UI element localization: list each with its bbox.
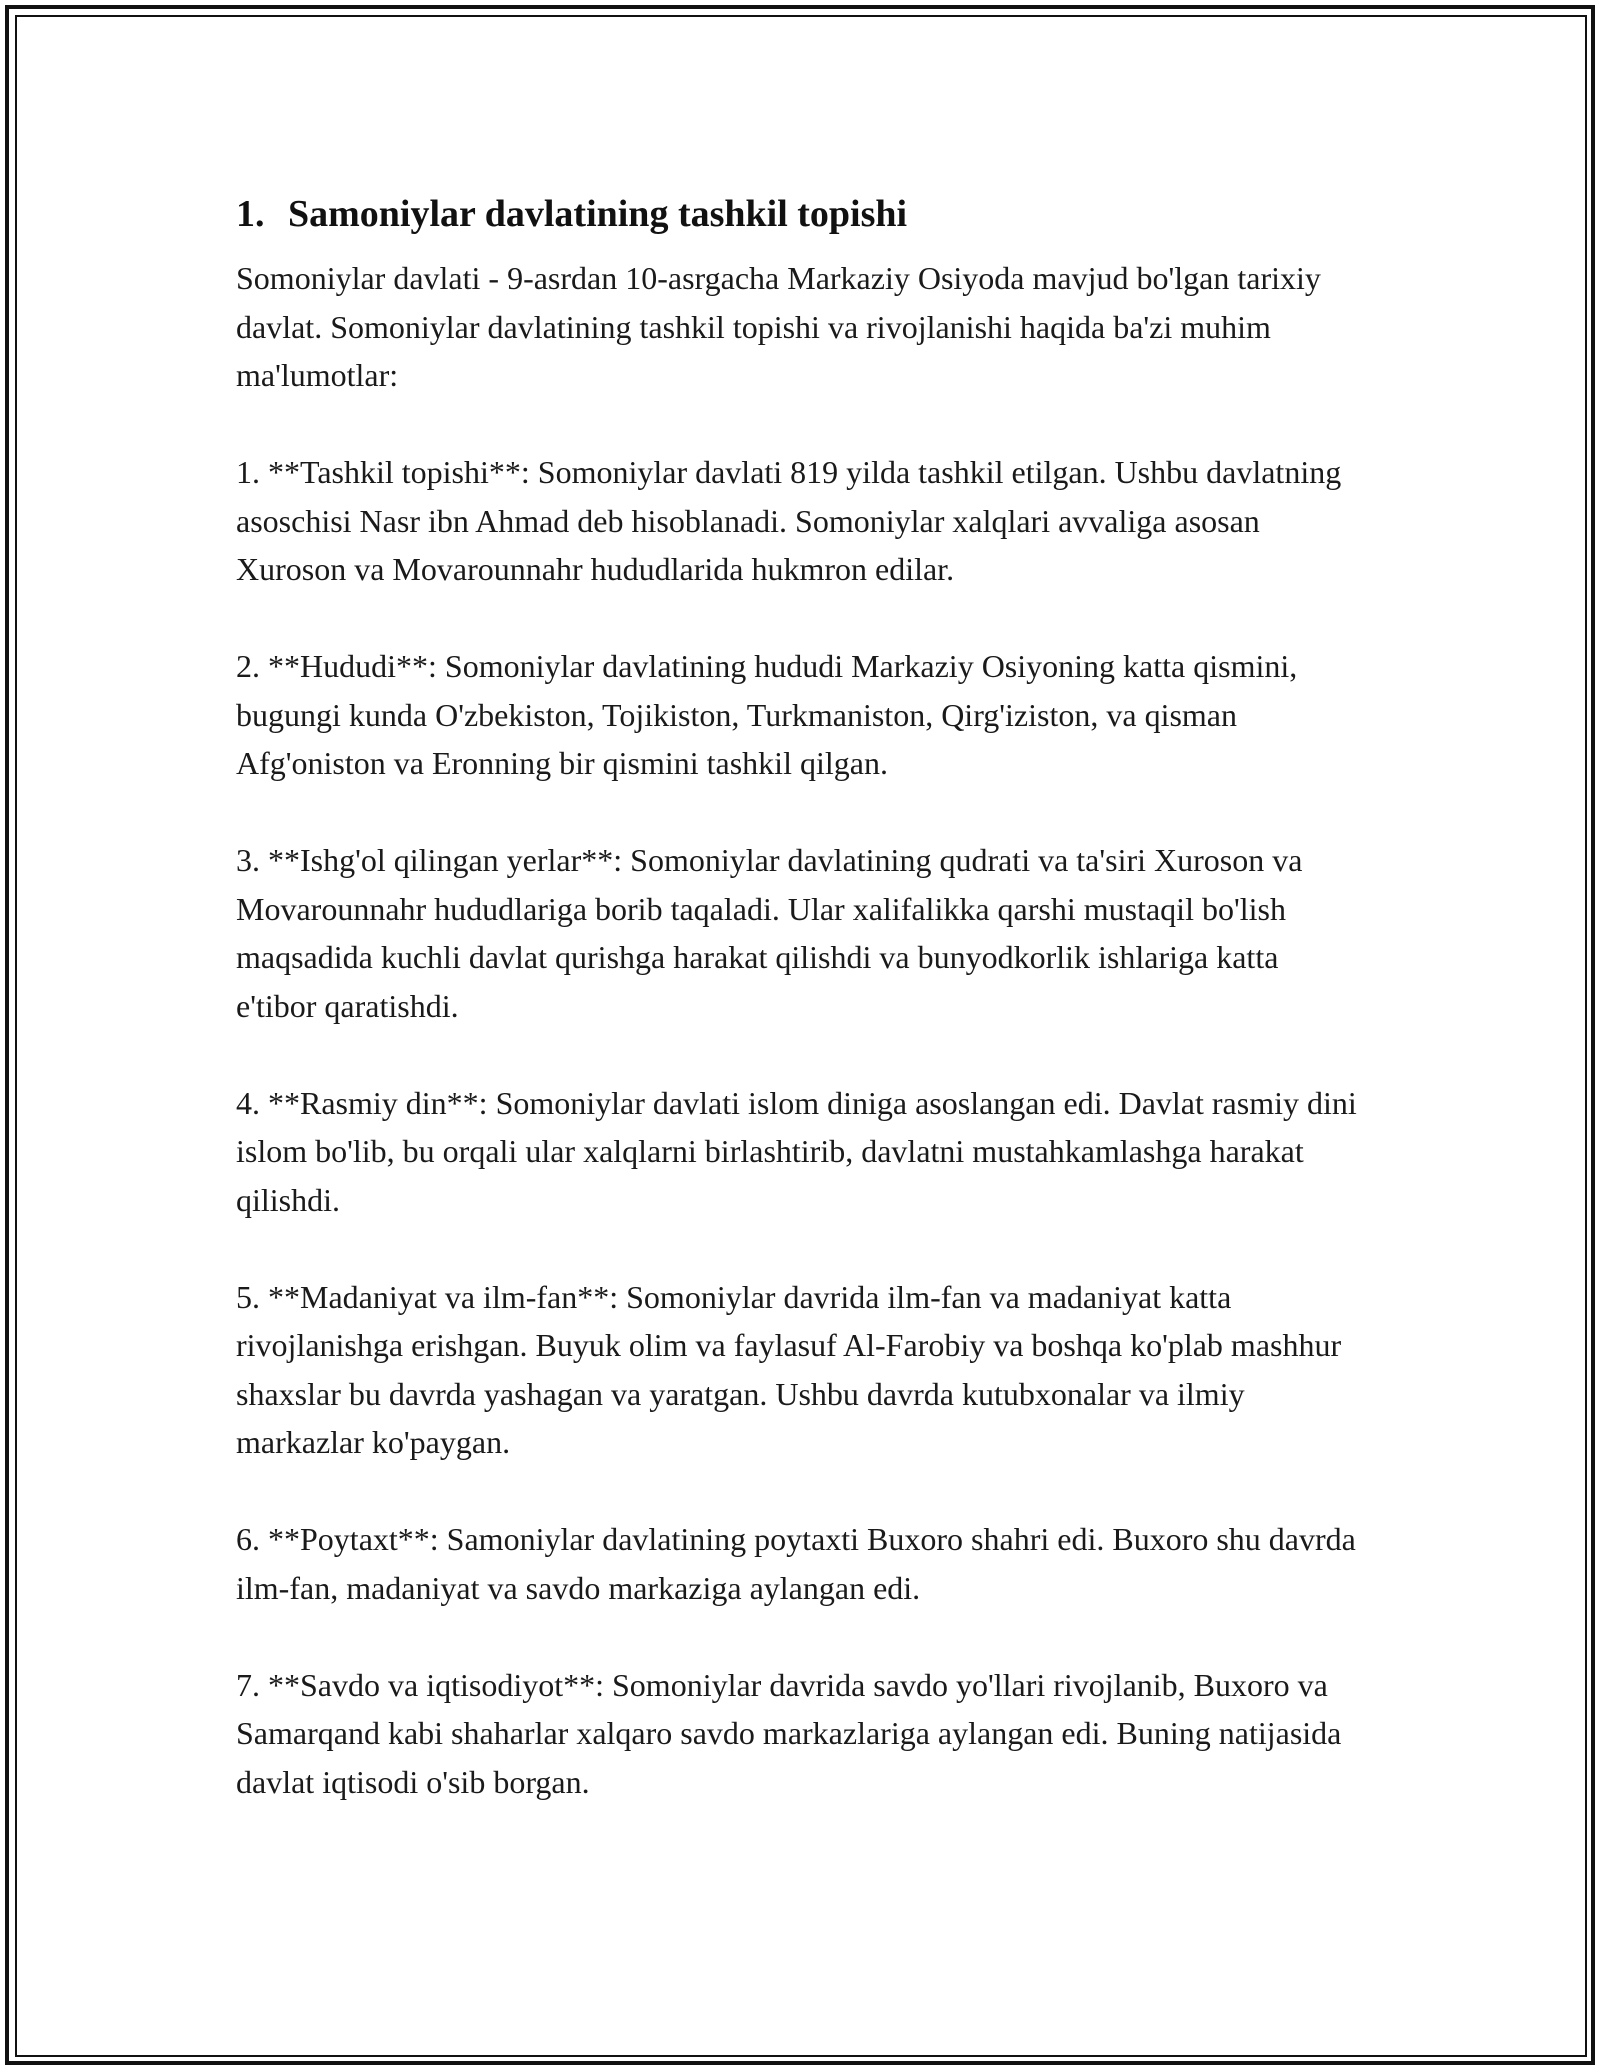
document-body: [236, 186, 1366, 1855]
heading-text: Samoniylar davlatining tashkil topishi: [288, 193, 908, 235]
list-item-madaniyat-va-ilm-fan: 5. **Madaniyat va ilm-fan**: Somoniylar davrida ilm-fan va madaniyat katta rivojlanishga erishgan. Buyuk olim va faylasuf Al-Farobiy va boshqa ko'plab mashhur shaxslar bu davrda yashagan va yaratgan. Ushbu davrda kutubxonalar va ilmiy markazlar ko'paygan.: [236, 1278, 1342, 1460]
list-item-rasmiy-din: 4. **Rasmiy din**: Somoniylar davlati islom diniga asoslangan edi. Davlat rasmiy dini islom bo'lib, bu orqali ular xalqlarni birlashtirib, davlatni mustahkamlashga harakat qilishdi.: [236, 1084, 1357, 1218]
section-heading: [236, 186, 1366, 242]
list-item-ishgol-qilingan-yerlar: 3. **Ishg'ol qilingan yerlar**: Somoniylar davlatining qudrati va ta'siri Xuroson va Movarounnahr hududlariga borib taqaladi. Ular xalifalikka qarshi mustaqil bo'lish maqsadida kuchli davlat qurishga harakat qilishdi va bunyodkorlik ishlariga katta e'tibor qaratishdi.: [236, 842, 1303, 1024]
list-item-poytaxt: 6. **Poytaxt**: Samoniylar davlatining poytaxti Buxoro shahri edi. Buxoro shu davrda ilm-fan, madaniyat va savdo markaziga aylangan edi.: [236, 1521, 1356, 1606]
heading-number: 1.: [236, 193, 265, 235]
list-item-savdo-va-iqtisodiyot: 7. **Savdo va iqtisodiyot**: Somoniylar davrida savdo yo'llari rivojlanib, Buxoro va Samarqand kabi shaharlar xalqaro savdo markazlariga aylangan edi. Buning natijasida davlat iqtisodi o'sib borgan.: [236, 1666, 1342, 1800]
list-item-hududi: 2. **Hududi**: Somoniylar davlatining hududi Markaziy Osiyoning katta qismini, bugungi kunda O'zbekiston, Tojikiston, Turkmaniston, Qirg'iziston, va qisman Afg'oniston va Eronning bir qismini tashkil qilgan.: [236, 648, 1298, 781]
intro-paragraph: Somoniylar davlati - 9-asrdan 10-asrgacha Markaziy Osiyoda mavjud bo'lgan tarixiy davlat. Somoniylar davlatining tashkil topishi va rivojlanishi haqida ba'zi muhim ma'lumotlar:: [236, 260, 1321, 393]
list-item-tashkil-topishi: 1. **Tashkil topishi**: Somoniylar davlati 819 yilda tashkil etilgan. Ushbu davlatning asoschisi Nasr ibn Ahmad deb hisoblanadi. Somoniylar xalqlari avvaliga asosan Xuroson va Movarounnahr hududlarida hukmron edilar.: [236, 454, 1342, 587]
